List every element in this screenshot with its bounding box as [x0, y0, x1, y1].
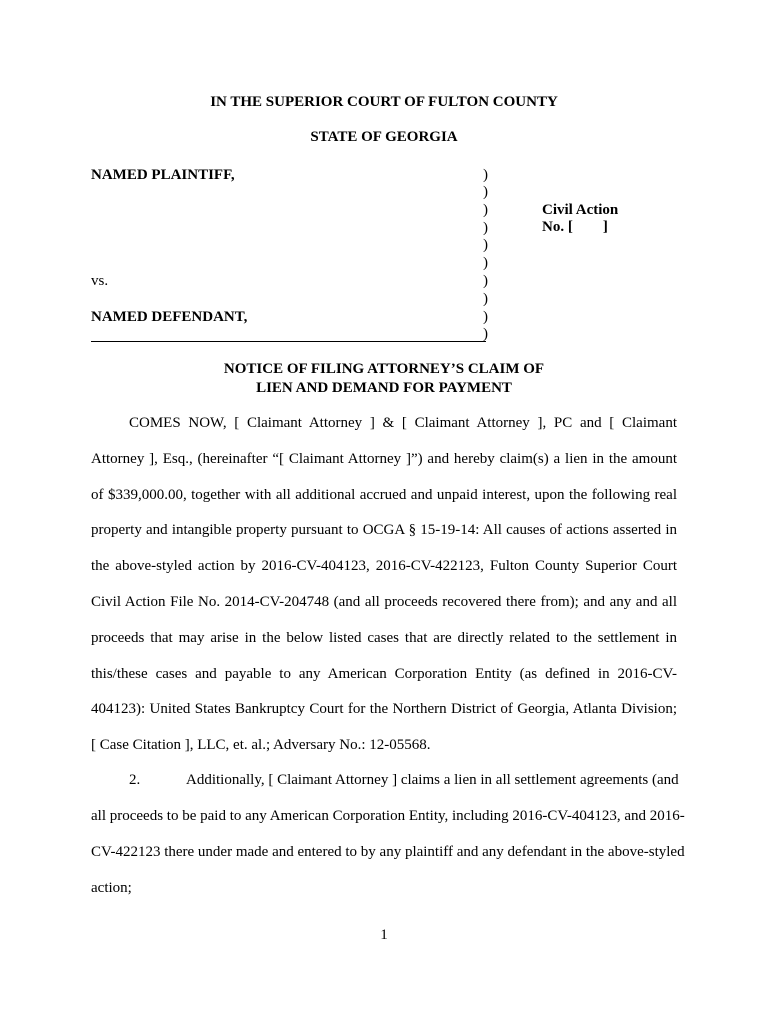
notice-title-line2: LIEN AND DEMAND FOR PAYMENT [256, 380, 512, 396]
caption-paren: ) [483, 291, 488, 307]
page-number: 1 [380, 927, 388, 943]
plaintiff-name: NAMED PLAINTIFF, [91, 167, 235, 183]
caption-paren: ) [483, 326, 488, 342]
paragraph1-line: Attorney ], Esq., (hereinafter “[ Claimant Attorney ]”) and hereby claim(s) a lien in the amount [91, 451, 677, 467]
court-heading: IN THE SUPERIOR COURT OF FULTON COUNTY [210, 94, 558, 110]
paragraph1-line: the above-styled action by 2016-CV-404123, 2016-CV-422123, Fulton County Superior Court [91, 558, 677, 574]
state-heading: STATE OF GEORGIA [310, 129, 458, 145]
paragraph1-line: COMES NOW, [ Claimant Attorney ] & [ Claimant Attorney ], PC and [ Claimant [129, 415, 677, 431]
paragraph2-number: 2. [129, 772, 141, 788]
caption-paren: ) [483, 202, 488, 218]
caption-paren: ) [483, 237, 488, 253]
caption-paren: ) [483, 255, 488, 271]
paragraph2-line: all proceeds to be paid to any American Corporation Entity, including 2016-CV-404123, and 2016- [91, 808, 685, 824]
caption-paren: ) [483, 184, 488, 200]
caption-paren: ) [483, 167, 488, 183]
paragraph1-line: Civil Action File No. 2014-CV-204748 (and all proceeds recovered there from); and any and all [91, 594, 677, 610]
paragraph1-line: 404123): United States Bankruptcy Court for the Northern District of Georgia, Atlanta Division; [91, 701, 677, 717]
civil-action-number: No. [ ] [542, 219, 608, 235]
civil-action-label: Civil Action [542, 202, 619, 218]
caption-underline [91, 341, 486, 342]
paragraph1-line: property and intangible property pursuant to OCGA § 15-19-14: All causes of actions asserted in [91, 522, 677, 538]
paragraph2-line: CV-422123 there under made and entered to by any plaintiff and any defendant in the above-styled [91, 844, 685, 860]
paragraph2-line: Additionally, [ Claimant Attorney ] claims a lien in all settlement agreements (and [186, 772, 679, 788]
paragraph1-line: [ Case Citation ], LLC, et. al.; Adversary No.: 12-05568. [91, 737, 431, 753]
paragraph2-line: action; [91, 880, 132, 896]
caption-paren: ) [483, 273, 488, 289]
versus-label: vs. [91, 273, 109, 289]
caption-paren: ) [483, 220, 488, 236]
paragraph1-line: of $339,000.00, together with all additional accrued and unpaid interest, upon the following real [91, 487, 677, 503]
paragraph1-line: this/these cases and payable to any American Corporation Entity (as defined in 2016-CV- [91, 666, 677, 682]
paragraph1-line: proceeds that may arise in the below listed cases that are directly related to the settlement in [91, 630, 677, 646]
defendant-name: NAMED DEFENDANT, [91, 309, 248, 325]
notice-title-line1: NOTICE OF FILING ATTORNEY’S CLAIM OF [223, 361, 545, 377]
caption-paren: ) [483, 309, 488, 325]
